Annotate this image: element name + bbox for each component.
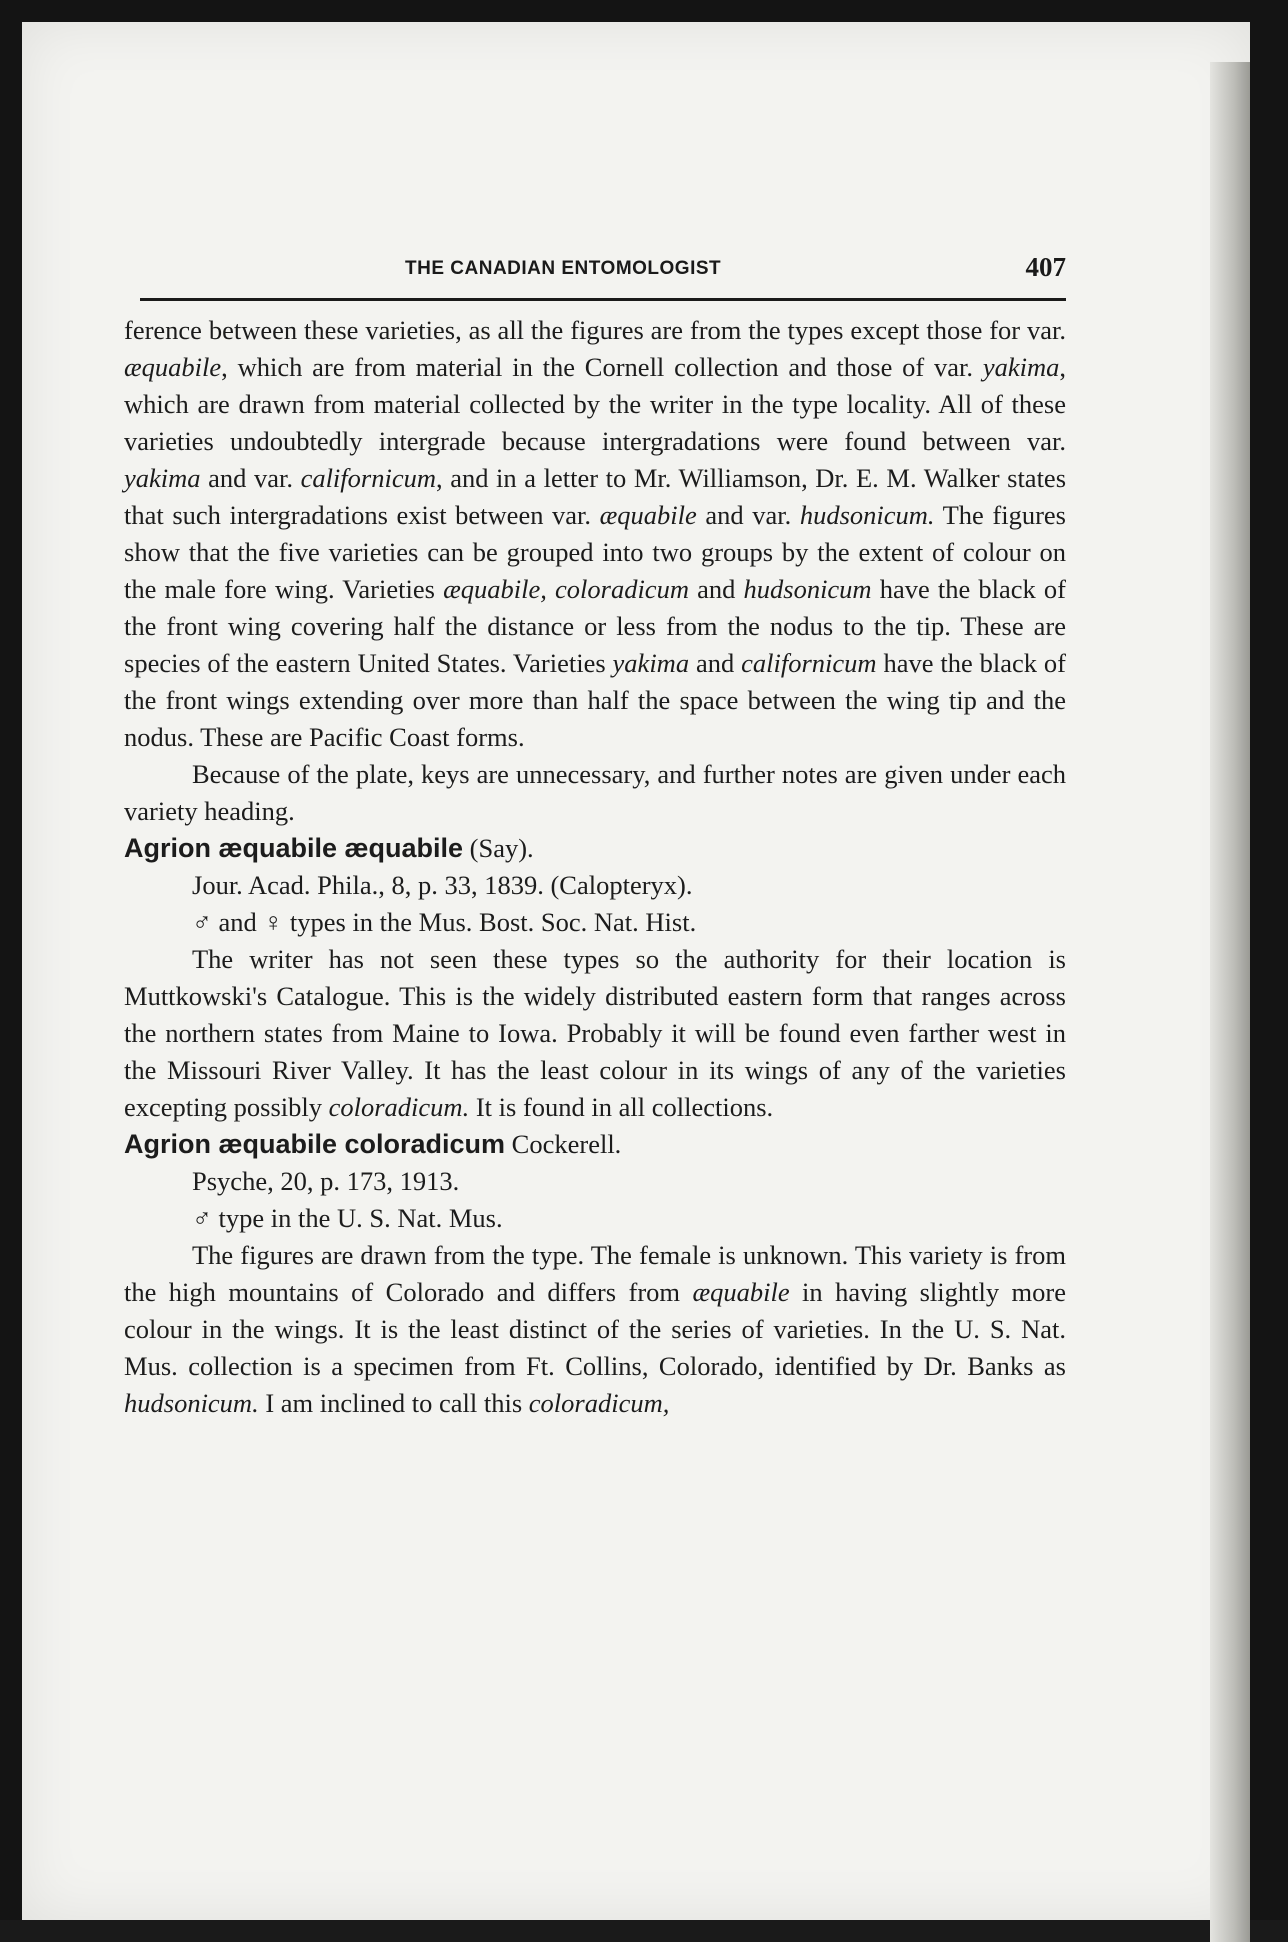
text-run: in having slightly more colour in the wings. It is the least distinct of the series of varieties. In the U. S. Nat. Mus. collection is a specimen from Ft. Collins, Colorado, identified by Dr. Banks as	[124, 1277, 1066, 1381]
page-number: 407	[1025, 252, 1066, 282]
italic-run: hudsonicum	[743, 574, 872, 604]
species-name: Agrion æquabile æquabile	[124, 833, 464, 863]
italic-run: æquabile	[124, 352, 222, 382]
italic-run: yakima	[612, 648, 690, 678]
italic-run: californicum	[741, 648, 877, 678]
running-title: THE CANADIAN ENTOMOLOGIST	[405, 258, 722, 279]
italic-run: yakima	[982, 352, 1060, 382]
text-run: and	[688, 574, 744, 604]
text-run: , and in a letter to Mr. Williamson, Dr. E. M. Walker states that such intergradations exist between var.	[124, 463, 1067, 530]
paragraph-coloradicum	[124, 1237, 1066, 1422]
text-run: have the black of the front wing covering half the distance or less from the nodus to the tip. These are species of the eastern United States. Varieties	[124, 574, 1066, 678]
italic-run: æquabile, coloradicum	[443, 574, 689, 604]
header-rule	[140, 298, 1066, 301]
text-run: and var.	[200, 463, 301, 493]
text-run: have the black of the front wings extending over more than half the space between the wing tip and the nodus. These are Pacific Coast forms.	[124, 648, 1066, 752]
italic-run: æquabile	[692, 1277, 790, 1307]
text-run: I am inclined to call this	[258, 1388, 529, 1418]
species-heading-coloradicum	[124, 1126, 1066, 1163]
italic-run: hudsonicum.	[124, 1388, 259, 1418]
italic-run: æquabile	[599, 500, 697, 530]
page-body	[124, 312, 1066, 1422]
text-run: ference between these varieties, as all the figures are from the types except those for var.	[124, 315, 1066, 345]
italic-run: hudsonicum.	[799, 500, 935, 530]
reference-citation: Psyche, 20, p. 173, 1913.	[192, 1166, 460, 1196]
paragraph-aequabile	[124, 941, 1066, 1126]
species-author: Cockerell.	[505, 1129, 622, 1159]
running-header	[140, 252, 1066, 292]
italic-run: coloradicum.	[328, 1092, 470, 1122]
text-run: The figures show that the five varieties can be grouped into two groups by the extent of colour on the male fore wing. Varieties	[124, 500, 1066, 604]
paragraph-varieties	[124, 312, 1066, 756]
text-run: The writer has not seen these types so the authority for their location is Muttkowski's Catalogue. This is the widely distributed eastern form that ranges across the northern states from Maine to Iowa. Probably it will be found even farther west in the Missouri River Valley. It has the least colour in its wings of any of the varieties excepting possibly	[124, 944, 1066, 1122]
text-run: and var.	[696, 500, 800, 530]
text-run: and	[689, 648, 742, 678]
text-run: The figures are drawn from the type. The female is unknown. This variety is from the high mountains of Colorado and differs from	[124, 1240, 1066, 1307]
reference-citation: Jour. Acad. Phila., 8, p. 33, 1839. (Calopteryx).	[192, 870, 693, 900]
text-run: It is found in all collections.	[469, 1092, 774, 1122]
page-edge	[1210, 62, 1250, 1942]
species-heading-aequabile	[124, 830, 1066, 867]
italic-run: yakima	[124, 463, 201, 493]
text-run: , which are drawn from material collected by the writer in the type locality. All of these varieties undoubtedly intergrade because intergradations were found between var.	[124, 352, 1066, 456]
text-run: , which are from material in the Cornell collection and those of var.	[221, 352, 983, 382]
italic-run: coloradicum,	[528, 1388, 670, 1418]
species-author: (Say).	[463, 833, 534, 863]
italic-run: californicum	[300, 463, 436, 493]
reference-types: ♂ and ♀ types in the Mus. Bost. Soc. Nat. Hist.	[192, 907, 697, 937]
reference-types: ♂ type in the U. S. Nat. Mus.	[192, 1203, 503, 1233]
paragraph-keys-note: Because of the plate, keys are unnecessary, and further notes are given under each variety heading.	[124, 759, 1066, 826]
species-name: Agrion æquabile coloradicum	[124, 1129, 506, 1159]
